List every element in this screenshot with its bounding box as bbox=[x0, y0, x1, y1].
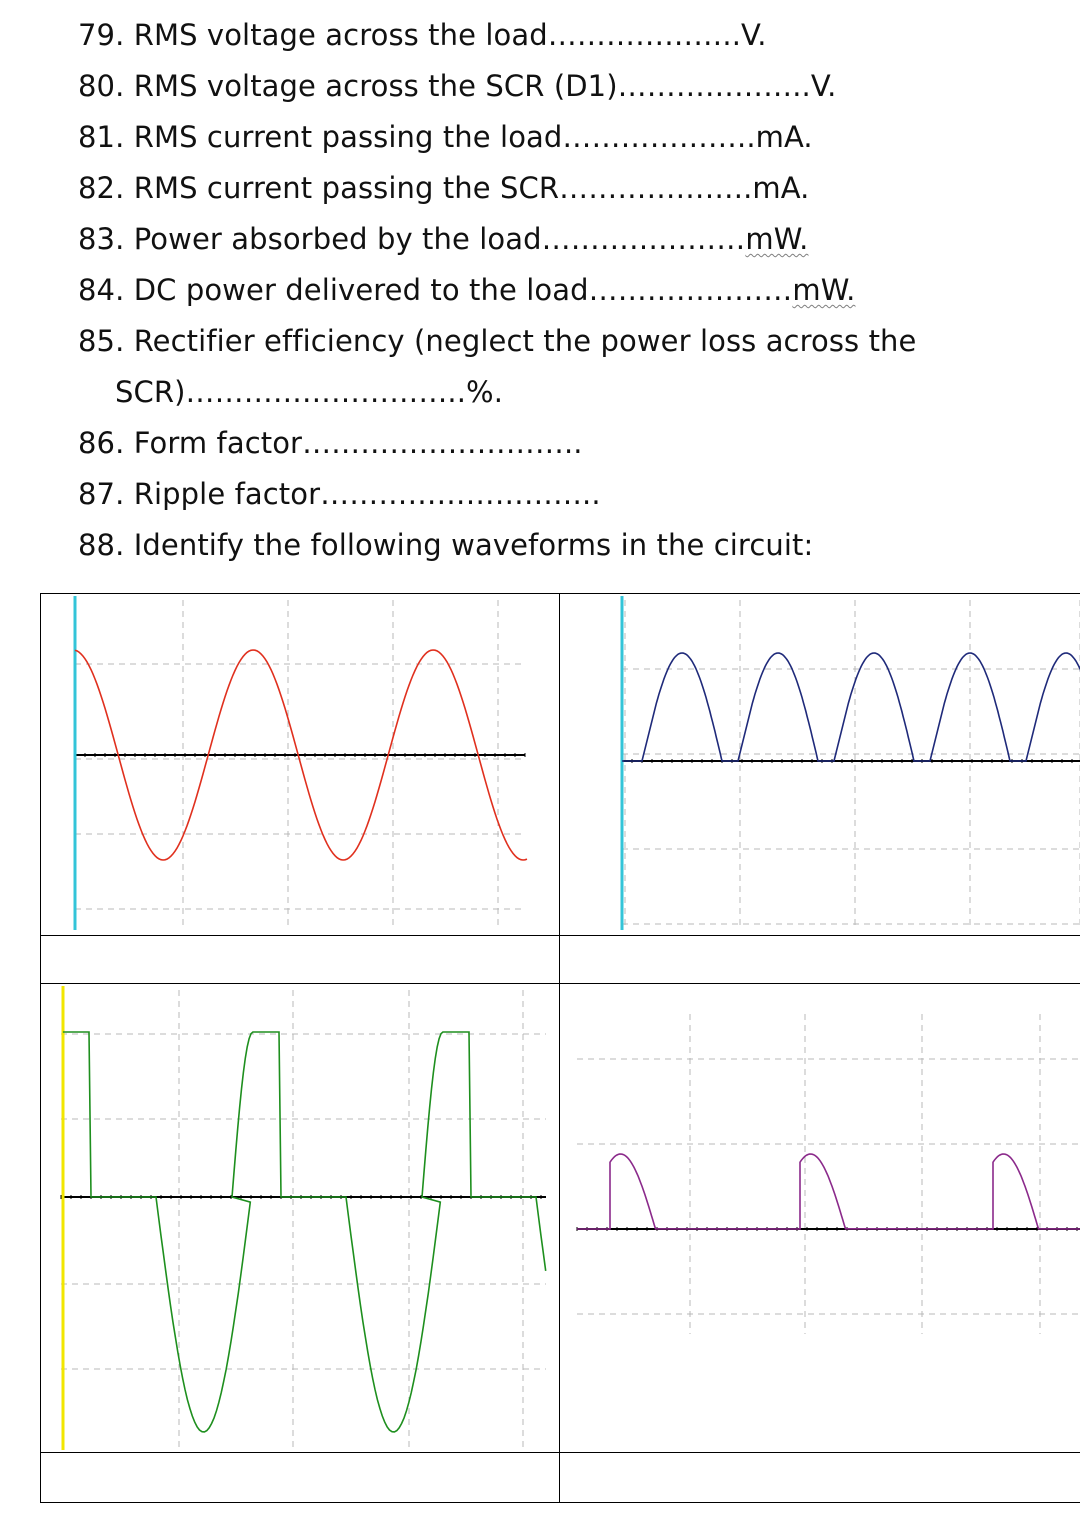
question-83-unit: mW. bbox=[745, 222, 809, 256]
waveform-cell-2 bbox=[559, 593, 1080, 935]
question-80: 80. RMS voltage across the SCR (D1)………………..V. bbox=[78, 69, 837, 103]
waveform-3-trace bbox=[63, 1032, 546, 1432]
waveform-cell-4 bbox=[559, 983, 1080, 1452]
question-84-text: 84. DC power delivered to the load………………… bbox=[78, 273, 793, 307]
question-85-continued: SCR)………………………..%. bbox=[115, 375, 504, 409]
question-79: 79. RMS voltage across the load………………..V. bbox=[78, 18, 767, 52]
waveform-4-grid bbox=[577, 1014, 1080, 1334]
answer-box-2[interactable] bbox=[559, 935, 1080, 983]
question-82: 82. RMS current passing the SCR………………..mA. bbox=[78, 171, 810, 205]
answer-box-1[interactable] bbox=[40, 935, 559, 983]
waveform-3-grid bbox=[61, 986, 546, 1450]
waveform-4-trace bbox=[577, 1154, 1080, 1229]
question-83 bbox=[78, 221, 808, 257]
table-bottom-border bbox=[40, 1501, 1080, 1503]
question-83-text: 83. Power absorbed by the load………………… bbox=[78, 222, 746, 256]
waveform-table bbox=[40, 593, 1080, 1503]
waveform-1-plot bbox=[41, 594, 559, 935]
waveform-2-plot bbox=[560, 594, 1080, 935]
answer-box-3[interactable] bbox=[40, 1452, 559, 1503]
answer-box-4[interactable] bbox=[559, 1452, 1080, 1503]
question-86: 86. Form factor……………………….. bbox=[78, 426, 583, 460]
waveform-cell-3 bbox=[40, 983, 559, 1452]
question-84 bbox=[78, 272, 855, 308]
waveform-2-grid bbox=[622, 596, 1080, 930]
waveform-4-plot bbox=[560, 984, 1080, 1452]
question-84-unit: mW. bbox=[792, 273, 856, 307]
question-87: 87. Ripple factor……………………….. bbox=[78, 477, 601, 511]
question-88: 88. Identify the following waveforms in the circuit: bbox=[78, 528, 814, 562]
question-81: 81. RMS current passing the load………………..mA. bbox=[78, 120, 813, 154]
waveform-cell-1 bbox=[40, 593, 559, 935]
waveform-3-plot bbox=[41, 984, 559, 1452]
question-85: 85. Rectifier efficiency (neglect the power loss across the bbox=[78, 324, 917, 358]
